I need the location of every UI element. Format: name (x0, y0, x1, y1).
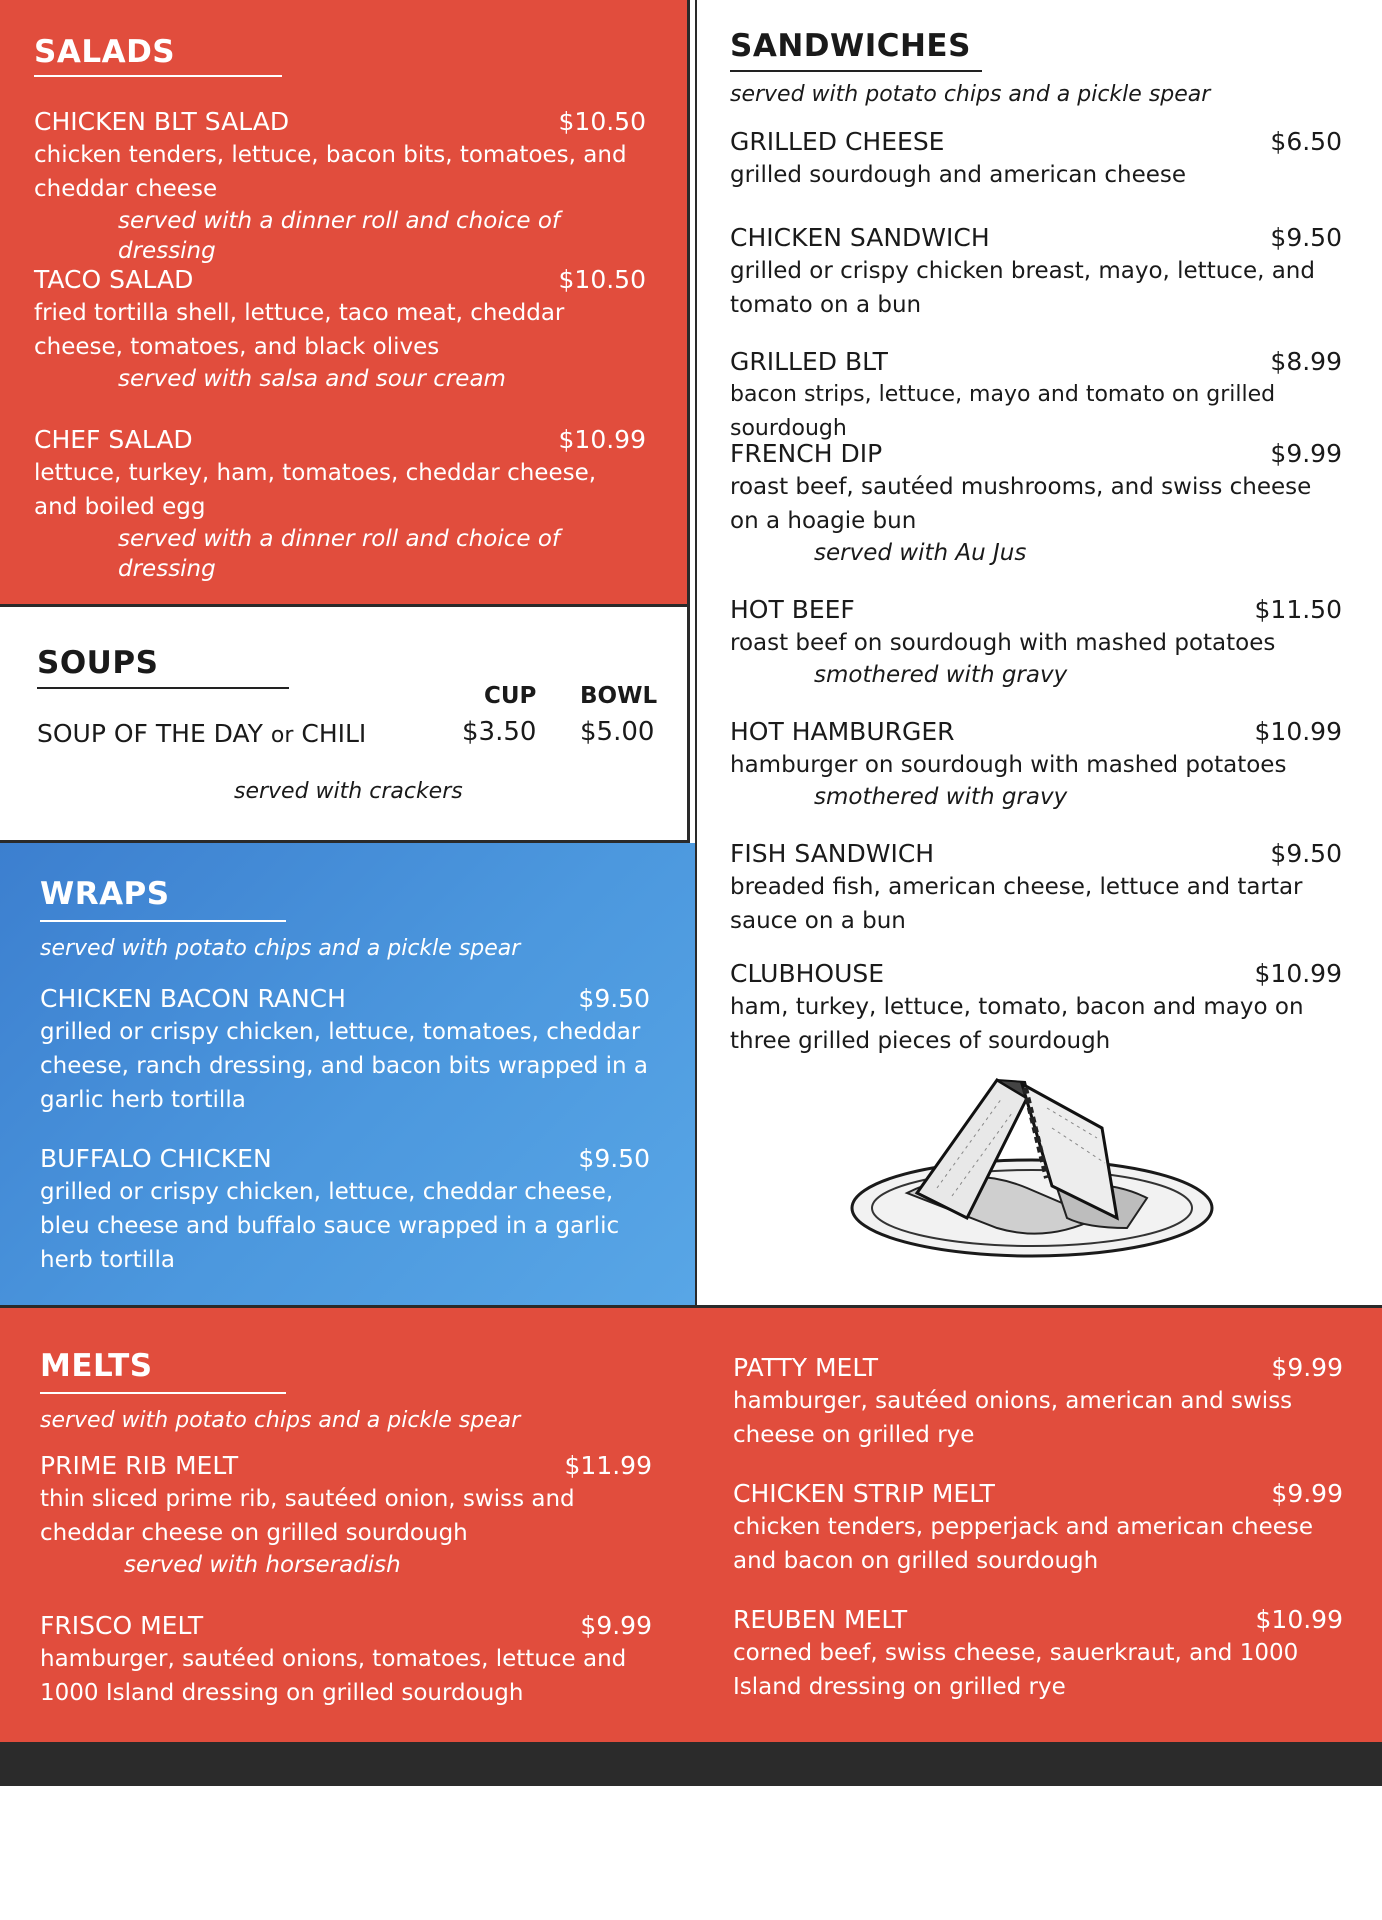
sandwich-item (730, 958, 1342, 1058)
item-description: hamburger, sautéed onions, tomatoes, lettuce and 1000 Island dressing on grilled sourdough (40, 1646, 627, 1706)
salads-title: SALADS (34, 34, 176, 70)
item-price: $11.50 (1254, 595, 1342, 624)
item-description: fried tortilla shell, lettuce, taco meat, cheddar cheese, tomatoes, and black olives (34, 300, 565, 360)
sandwich-item (730, 126, 1342, 192)
sandwiches-title-rule (730, 70, 982, 72)
item-price: $11.99 (564, 1451, 652, 1480)
sandwiches-panel (695, 0, 1382, 1305)
item-description: corned beef, swiss cheese, sauerkraut, and 1000 Island dressing on grilled rye (733, 1640, 1299, 1700)
cup-price: $3.50 (462, 717, 537, 747)
chili-name: CHILI (301, 719, 367, 748)
item-description: chicken tenders, lettuce, bacon bits, tomatoes, and cheddar cheese (34, 142, 627, 202)
wrap-item (40, 983, 650, 1117)
item-price: $9.99 (1271, 1479, 1343, 1508)
item-note: smothered with gravy (814, 662, 1068, 688)
item-name: BUFFALO CHICKEN (40, 1144, 272, 1173)
soup-item-name (37, 719, 366, 748)
melts-title: MELTS (40, 1348, 153, 1384)
item-note: served with a dinner roll and choice of dressing (118, 208, 560, 264)
item-note: served with Au Jus (814, 540, 1027, 566)
item-price: $10.50 (558, 107, 646, 136)
item-price: $9.50 (1270, 839, 1342, 868)
item-name: GRILLED BLT (730, 347, 888, 376)
item-price: $10.99 (558, 425, 646, 454)
wrap-item (40, 1143, 650, 1277)
item-price: $9.50 (578, 1144, 650, 1173)
melt-item (733, 1478, 1343, 1578)
soups-title: SOUPS (37, 645, 159, 681)
wraps-subtitle: served with potato chips and a pickle spear (40, 936, 521, 961)
item-name: PATTY MELT (733, 1353, 879, 1382)
wraps-title-rule (40, 920, 286, 922)
item-price: $9.50 (578, 984, 650, 1013)
item-price: $9.99 (580, 1611, 652, 1640)
soup-or: or (270, 723, 294, 748)
item-name: HOT HAMBURGER (730, 717, 955, 746)
item-name: FISH SANDWICH (730, 839, 935, 868)
sandwich-item (730, 222, 1342, 322)
item-name: CLUBHOUSE (730, 959, 885, 988)
item-price: $10.50 (558, 265, 646, 294)
salads-title-rule (34, 75, 282, 77)
item-price: $10.99 (1254, 959, 1342, 988)
item-name: CHICKEN BACON RANCH (40, 984, 346, 1013)
item-name: FRISCO MELT (40, 1611, 204, 1640)
item-name: TACO SALAD (34, 265, 194, 294)
item-description: grilled or crispy chicken, lettuce, tomatoes, cheddar cheese, ranch dressing, and bacon bits wrapped in a garlic herb tortilla (40, 1019, 648, 1113)
salads-panel (0, 0, 690, 607)
item-name: PRIME RIB MELT (40, 1451, 239, 1480)
item-note: served with horseradish (124, 1552, 401, 1578)
item-price: $9.50 (1270, 223, 1342, 252)
item-price: $8.99 (1270, 347, 1342, 376)
item-name: CHICKEN STRIP MELT (733, 1479, 995, 1508)
sandwich-item (730, 838, 1342, 938)
item-note: served with a dinner roll and choice of dressing (118, 526, 560, 582)
sandwiches-subtitle: served with potato chips and a pickle spear (730, 82, 1211, 107)
melts-subtitle: served with potato chips and a pickle spear (40, 1408, 521, 1433)
salad-item (34, 264, 646, 394)
sandwich-item (730, 594, 1342, 690)
melt-item (733, 1604, 1343, 1704)
melt-item (733, 1352, 1343, 1452)
item-price: $6.50 (1270, 127, 1342, 156)
melt-item (40, 1450, 652, 1580)
sandwich-item (730, 716, 1342, 812)
item-price: $10.99 (1254, 717, 1342, 746)
item-name: REUBEN MELT (733, 1605, 908, 1634)
wraps-title: WRAPS (40, 876, 170, 912)
sandwich-item (730, 438, 1342, 568)
melts-title-rule (40, 1392, 286, 1394)
item-price: $9.99 (1271, 1353, 1343, 1382)
soup-name: SOUP OF THE DAY (37, 719, 263, 748)
item-description: grilled or crispy chicken, lettuce, cheddar cheese, bleu cheese and buffalo sauce wrapped in a garlic herb tortilla (40, 1179, 620, 1273)
cup-label: CUP (484, 683, 537, 709)
melts-panel (0, 1305, 1382, 1742)
sandwich-illustration (847, 1068, 1217, 1268)
item-name: FRENCH DIP (730, 439, 883, 468)
item-name: CHEF SALAD (34, 425, 193, 454)
item-description: roast beef, sautéed mushrooms, and swiss cheese on a hoagie bun (730, 474, 1312, 534)
item-name: GRILLED CHEESE (730, 127, 945, 156)
soups-title-rule (37, 687, 289, 689)
bottom-dark-bar (0, 1742, 1382, 1786)
item-description: thin sliced prime rib, sautéed onion, swiss and cheddar cheese on grilled sourdough (40, 1486, 575, 1546)
wraps-panel (0, 843, 695, 1305)
item-price: $9.99 (1270, 439, 1342, 468)
melt-item (40, 1610, 652, 1710)
item-description: lettuce, turkey, ham, tomatoes, cheddar cheese, and boiled egg (34, 460, 597, 520)
sandwich-item (730, 346, 1342, 446)
item-name: HOT BEEF (730, 595, 855, 624)
sandwiches-title: SANDWICHES (730, 28, 971, 64)
item-description: ham, turkey, lettuce, tomato, bacon and mayo on three grilled pieces of sourdough (730, 994, 1304, 1054)
bowl-price: $5.00 (580, 717, 655, 747)
item-description: roast beef on sourdough with mashed potatoes (730, 630, 1276, 656)
item-note: served with salsa and sour cream (118, 366, 506, 392)
item-name: CHICKEN BLT SALAD (34, 107, 290, 136)
salad-item (34, 424, 646, 584)
bowl-label: BOWL (580, 683, 658, 709)
item-note: smothered with gravy (814, 784, 1068, 810)
item-description: hamburger on sourdough with mashed potatoes (730, 752, 1287, 778)
item-name: CHICKEN SANDWICH (730, 223, 990, 252)
item-description: bacon strips, lettuce, mayo and tomato on grilled sourdough (730, 382, 1276, 441)
item-description: breaded fish, american cheese, lettuce and tartar sauce on a bun (730, 874, 1303, 934)
item-description: grilled or crispy chicken breast, mayo, lettuce, and tomato on a bun (730, 258, 1315, 318)
salad-item (34, 106, 646, 266)
soups-panel (0, 607, 690, 843)
item-description: chicken tenders, pepperjack and american cheese and bacon on grilled sourdough (733, 1514, 1314, 1574)
item-description: grilled sourdough and american cheese (730, 162, 1187, 188)
item-price: $10.99 (1255, 1605, 1343, 1634)
item-description: hamburger, sautéed onions, american and swiss cheese on grilled rye (733, 1388, 1293, 1448)
soup-note: served with crackers (234, 779, 463, 804)
